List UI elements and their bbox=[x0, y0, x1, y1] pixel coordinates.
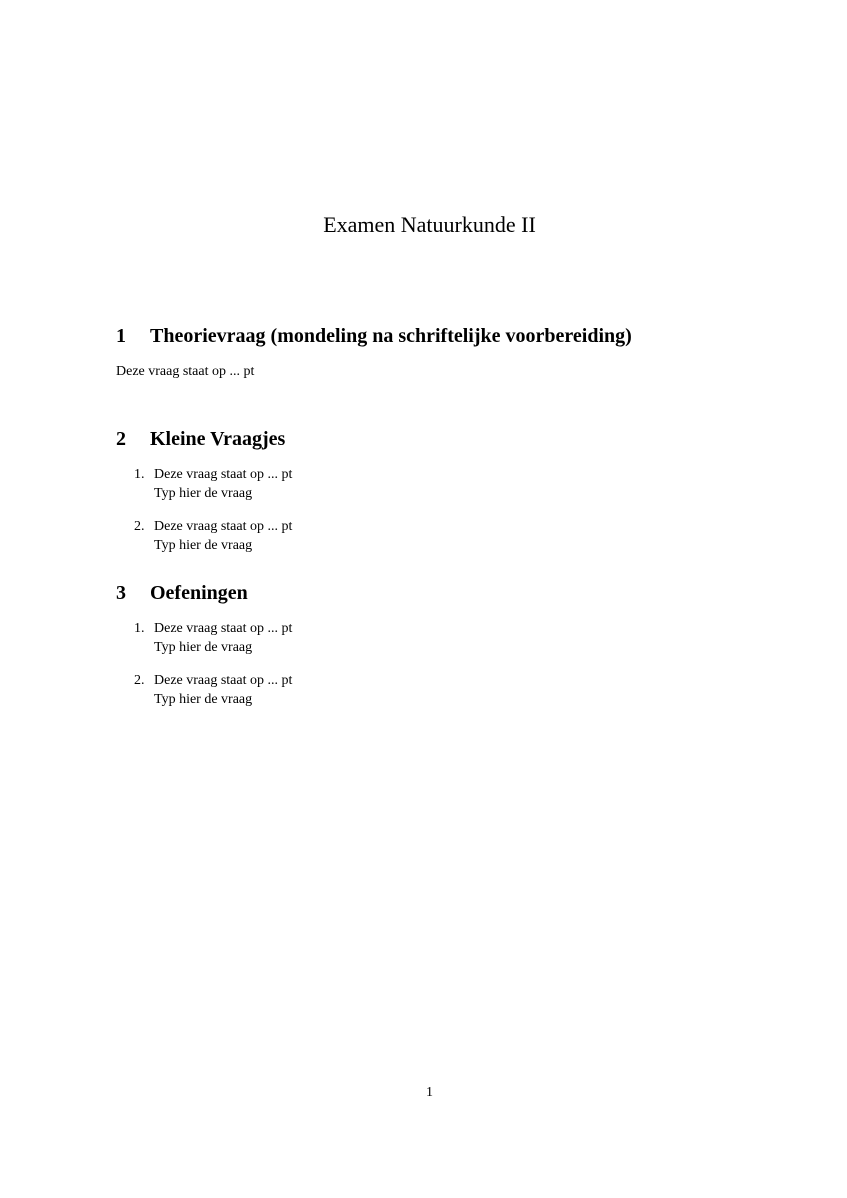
list-item-points: Deze vraag staat op ... pt bbox=[154, 673, 293, 688]
list-item-points: Deze vraag staat op ... pt bbox=[154, 519, 293, 534]
list-item-question: Typ hier de vraag bbox=[154, 538, 253, 553]
question-list bbox=[116, 465, 292, 569]
list-item bbox=[116, 619, 292, 657]
section-title: Kleine Vraagjes bbox=[150, 428, 286, 450]
section-number: 3 bbox=[116, 582, 126, 604]
list-item-number: 2. bbox=[134, 673, 145, 688]
list-item bbox=[116, 517, 292, 555]
list-item-number: 2. bbox=[134, 519, 145, 534]
section-heading-theorievraag bbox=[116, 323, 632, 349]
list-item-question: Typ hier de vraag bbox=[154, 486, 253, 501]
list-item bbox=[116, 671, 292, 709]
list-item-points: Deze vraag staat op ... pt bbox=[154, 467, 293, 482]
list-item-points: Deze vraag staat op ... pt bbox=[154, 621, 293, 636]
document-title: Examen Natuurkunde II bbox=[323, 212, 536, 237]
section-title: Theorievraag (mondeling na schriftelijke voorbereiding) bbox=[150, 325, 632, 347]
section-heading-oefeningen bbox=[116, 580, 248, 606]
section-text: Deze vraag staat op ... pt bbox=[116, 364, 255, 379]
list-item-number: 1. bbox=[134, 467, 145, 482]
list-item-number: 1. bbox=[134, 621, 145, 636]
section-heading-kleine-vraagjes bbox=[116, 426, 285, 452]
list-item-question: Typ hier de vraag bbox=[154, 692, 253, 707]
section-number: 1 bbox=[116, 325, 126, 347]
list-item-question: Typ hier de vraag bbox=[154, 640, 253, 655]
section-title: Oefeningen bbox=[150, 582, 248, 604]
section-number: 2 bbox=[116, 428, 126, 450]
page-number: 1 bbox=[426, 1085, 433, 1100]
exercise-list bbox=[116, 619, 292, 723]
list-item bbox=[116, 465, 292, 503]
